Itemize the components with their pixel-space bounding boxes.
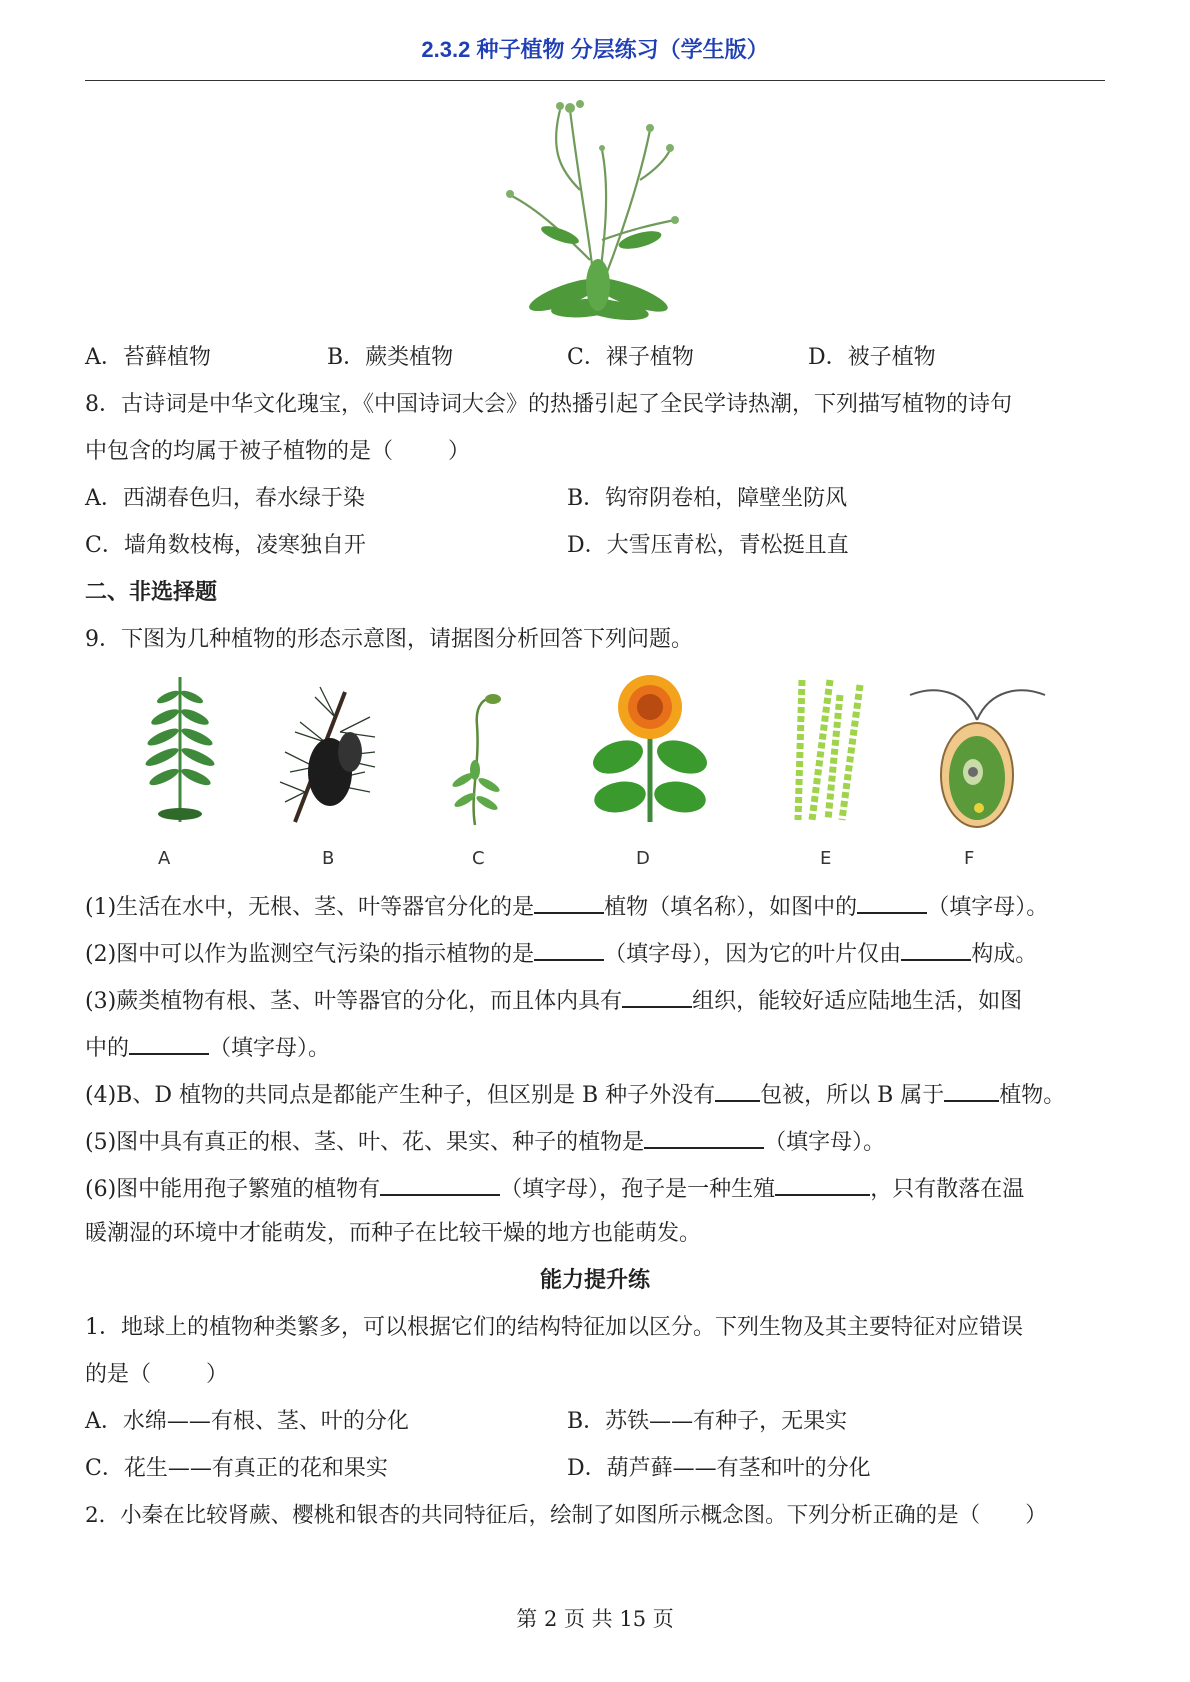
q9-sub3-text: 中的 <box>85 1036 130 1061</box>
figure-label-e: E <box>820 848 832 869</box>
q8-option-d: D．大雪压青松，青松挺且直 <box>567 533 849 558</box>
q7-option-a <box>85 343 211 373</box>
q9-stem: 9．下图为几种植物的形态示意图，请据图分析回答下列问题。 <box>85 627 693 652</box>
q9-sub1 <box>85 890 1105 923</box>
q7-option-b <box>327 343 453 373</box>
option-text: 被子植物 <box>847 345 936 370</box>
answer-blank[interactable] <box>775 1172 870 1196</box>
q8-stem-text: 中包含的均属于被子植物的是（ <box>85 439 394 464</box>
q9-sub4-text: (4)B、D 植物的共同点是都能产生种子，但区别是 B 种子外没有 <box>85 1083 716 1108</box>
figure-label-c: C <box>472 848 485 869</box>
p1-stem-text: 的是（ <box>85 1362 152 1387</box>
section-title: 二、非选择题 <box>85 580 218 605</box>
q7-option-c <box>567 343 694 373</box>
p1-option-d: D．葫芦藓——有茎和叶的分化 <box>567 1456 871 1481</box>
q9-sub6-cont: 暖潮湿的环境中才能萌发，而种子在比较干燥的地方也能萌发。 <box>85 1221 702 1246</box>
q9-sub2 <box>85 937 1105 970</box>
answer-blank[interactable] <box>380 1172 500 1196</box>
figure-label-f: F <box>964 848 975 869</box>
algae-figure-e <box>790 675 870 825</box>
option-text: 蕨类植物 <box>365 345 454 370</box>
q9-sub5 <box>85 1125 1105 1158</box>
q8-option-b: B．钩帘阴卷柏，障壁坐防风 <box>567 486 848 511</box>
answer-blank[interactable] <box>857 890 927 914</box>
answer-blank[interactable] <box>644 1125 764 1149</box>
q9-sub6-text: ，只有散落在温 <box>870 1177 1025 1202</box>
answer-blank[interactable] <box>534 890 604 914</box>
p2-stem-text: 2．小秦在比较肾蕨、樱桃和银杏的共同特征后，绘制了如图所示概念图。下列分析正确的是（ <box>85 1503 981 1528</box>
fern-figure-a <box>140 672 220 827</box>
page-title: 2.3.2 种子植物 分层练习（学生版） <box>421 37 769 62</box>
chlamydomonas-figure-f <box>905 680 1050 830</box>
q9-sub4-text: 植物。 <box>999 1083 1066 1108</box>
q9-sub2-text: (2)图中可以作为监测空气污染的指示植物的是 <box>85 942 535 967</box>
q9-sub5-text: （填字母）。 <box>764 1130 886 1155</box>
q8-stem-paren: ） <box>448 439 471 464</box>
page-header <box>85 30 1105 81</box>
option-text: 裸子植物 <box>605 345 694 370</box>
q9-sub3-text: (3)蕨类植物有根、茎、叶等器官的分化，而且体内具有 <box>85 989 623 1014</box>
answer-blank[interactable] <box>534 937 604 961</box>
plant-illustration <box>490 90 700 325</box>
q9-sub3 <box>85 984 1105 1017</box>
q9-sub3-text: 组织，能较好适应陆地生活，如图 <box>692 989 1023 1014</box>
q8-option-a: A．西湖春色归，春水绿于染 <box>85 486 365 511</box>
p2-stem <box>85 1501 1105 1531</box>
figure-label-d: D <box>636 848 650 869</box>
q9-sub2-text: 构成。 <box>971 942 1038 967</box>
q9-sub6 <box>85 1172 1105 1205</box>
option-letter: B． <box>327 345 366 370</box>
q9-sub3-text: （填字母）。 <box>209 1036 331 1061</box>
q8-option-c: C．墙角数枝梅，凌寒独自开 <box>85 533 366 558</box>
p1-stem-line2 <box>85 1360 1105 1390</box>
answer-blank[interactable] <box>944 1078 999 1102</box>
p1-stem-line1: 1．地球上的植物种类繁多，可以根据它们的结构特征加以区分。下列生物及其主要特征对应错误 <box>85 1315 1024 1340</box>
option-letter: D． <box>808 345 848 370</box>
option-letter: C． <box>567 345 606 370</box>
q9-sub1-text: (1)生活在水中，无根、茎、叶等器官分化的是 <box>85 895 535 920</box>
p2-stem-paren: ） <box>1025 1503 1047 1528</box>
answer-blank[interactable] <box>715 1078 760 1102</box>
q9-sub5-text: (5)图中具有真正的根、茎、叶、花、果实、种子的植物是 <box>85 1130 645 1155</box>
section-title: 能力提升练 <box>539 1268 650 1293</box>
q8-stem-line2 <box>85 437 1105 467</box>
p1-stem-paren: ） <box>206 1362 229 1387</box>
p1-option-c: C．花生——有真正的花和果实 <box>85 1456 388 1481</box>
option-letter: A． <box>85 345 123 370</box>
answer-blank[interactable] <box>622 984 692 1008</box>
answer-blank[interactable] <box>129 1031 209 1055</box>
figure-label-a: A <box>158 848 171 869</box>
q9-sub3-cont <box>85 1031 1105 1064</box>
p1-option-b: B．苏铁——有种子，无果实 <box>567 1409 848 1434</box>
q9-sub4 <box>85 1078 1105 1111</box>
q9-sub1-text: （填字母）。 <box>927 895 1049 920</box>
option-text: 苔藓植物 <box>122 345 211 370</box>
answer-blank[interactable] <box>901 937 971 961</box>
page-footer: 第 2 页 共 15 页 <box>516 1607 674 1631</box>
p1-option-a: A．水绵——有根、茎、叶的分化 <box>85 1409 409 1434</box>
sunflower-figure-d <box>590 672 710 827</box>
q7-option-d <box>808 343 936 373</box>
q9-sub6-text: (6)图中能用孢子繁殖的植物有 <box>85 1177 381 1202</box>
figure-label-b: B <box>322 848 335 869</box>
q9-sub2-text: （填字母），因为它的叶片仅由 <box>604 942 902 967</box>
moss-figure-c <box>445 685 505 830</box>
pine-figure-b <box>275 672 385 827</box>
q9-sub4-text: 包被，所以 B 属于 <box>760 1083 945 1108</box>
q8-stem-line1: 8．古诗词是中华文化瑰宝，《中国诗词大会》的热播引起了全民学诗热潮，下列描写植物的诗句 <box>85 392 1013 417</box>
q9-sub6-text: （填字母），孢子是一种生殖 <box>500 1177 776 1202</box>
q9-sub1-text: 植物（填名称），如图中的 <box>604 895 858 920</box>
